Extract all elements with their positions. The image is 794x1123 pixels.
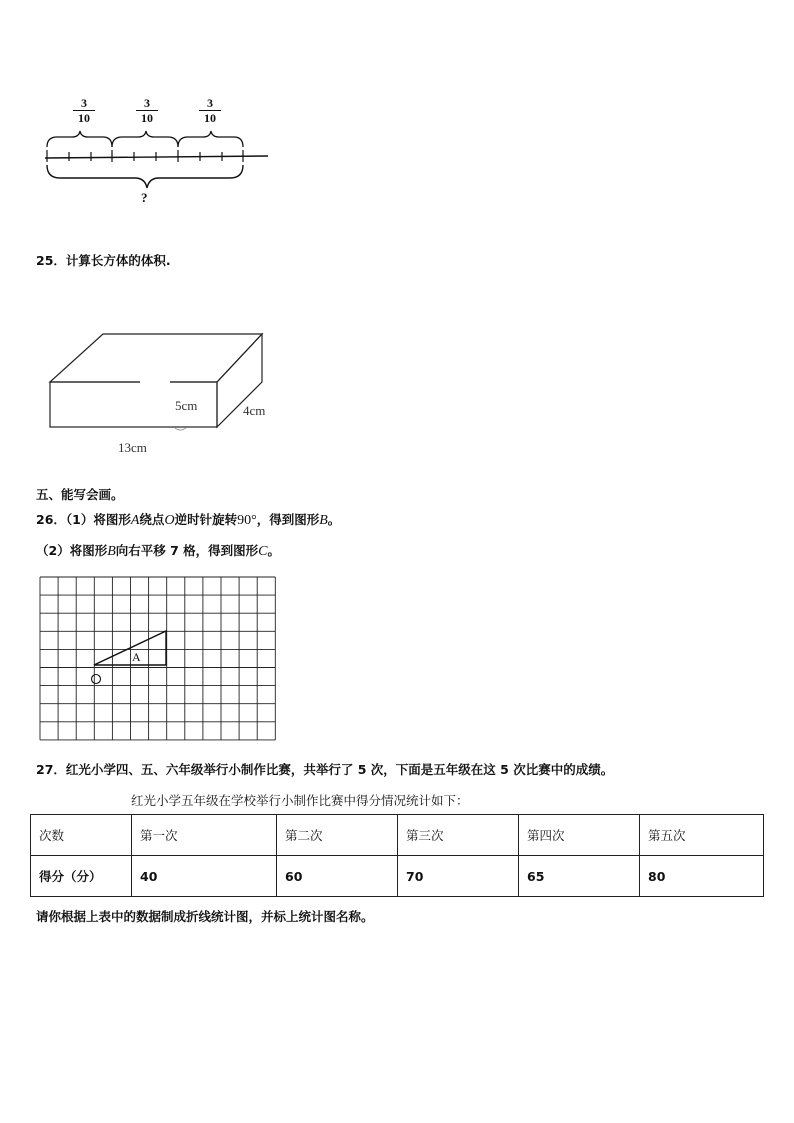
- q26-part1-text-d: ，得到图形: [256, 512, 320, 527]
- triangle-label-a: A: [132, 650, 141, 664]
- table-header-cell: 次数: [31, 815, 132, 856]
- q25-text: 计算长方体的体积.: [65, 253, 171, 268]
- table-header-cell: 第三次: [398, 815, 519, 856]
- q26-angle: 90°: [237, 513, 257, 528]
- length-label: 13cm: [118, 440, 147, 455]
- triangle-a: [94, 631, 166, 665]
- table-header-cell: 第四次: [519, 815, 640, 856]
- score-table: [30, 814, 764, 897]
- point-o-marker: [92, 675, 101, 684]
- q26-part2-text-b: 向右平移 7 格，得到图形: [115, 543, 259, 558]
- table-header-row: [31, 815, 764, 856]
- q26-part1-text-a: （1）将图形: [65, 512, 131, 527]
- q27-number: 27．: [36, 762, 66, 777]
- fraction-3-denominator: 10: [199, 110, 221, 125]
- table-header-cell: 第二次: [277, 815, 398, 856]
- grid-lines: [40, 577, 275, 740]
- q27-text: 红光小学四、五、六年级举行小制作比赛，共举行了 5 次，下面是五年级在这 5 次比赛中的成绩。: [65, 762, 614, 777]
- table-score-row: [31, 856, 764, 897]
- table-score-cell: 60: [277, 856, 398, 897]
- fraction-3-numerator: 3: [207, 96, 213, 110]
- table-row-label: 得分（分）: [31, 856, 132, 897]
- table-header-cell: 第一次: [132, 815, 277, 856]
- question-mark: ?: [141, 190, 148, 205]
- q26-part1-text-e: 。: [327, 512, 341, 527]
- table-header-cell: 第五次: [640, 815, 764, 856]
- q26-part2-text-a: （2）将图形: [36, 543, 108, 558]
- section-title: 五、能写会画。: [36, 487, 124, 502]
- q26-shape-c: C: [258, 544, 268, 559]
- table-score-cell: 70: [398, 856, 519, 897]
- q26-part2-shape-b: B: [107, 544, 116, 559]
- q25-number: 25．: [36, 253, 66, 268]
- q27-instruction: 请你根据上表中的数据制成折线统计图，并标上统计图名称。: [36, 909, 374, 924]
- q26-part2-text-c: 。: [267, 543, 281, 558]
- table-score-cell: 65: [519, 856, 640, 897]
- q26-shape-b: B: [319, 513, 328, 528]
- q26-part1-text-b: 绕点: [139, 512, 165, 527]
- q26-part1-text-c: 逆时针旋转: [174, 512, 238, 527]
- table-caption: 红光小学五年级在学校举行小制作比赛中得分情况统计如下：: [131, 793, 469, 808]
- fraction-1-denominator: 10: [73, 110, 95, 125]
- fraction-2-denominator: 10: [136, 110, 158, 125]
- q26-shape-a: A: [130, 513, 140, 528]
- fraction-1-numerator: 3: [81, 96, 87, 110]
- q26-number: 26．: [36, 512, 66, 527]
- table-score-cell: 80: [640, 856, 764, 897]
- table-score-cell: 40: [132, 856, 277, 897]
- q27-prompt: [36, 760, 613, 778]
- depth-label: 4cm: [243, 403, 266, 418]
- height-label: 5cm: [175, 398, 198, 413]
- q26-point-o: O: [164, 513, 175, 528]
- fraction-2-numerator: 3: [144, 96, 150, 110]
